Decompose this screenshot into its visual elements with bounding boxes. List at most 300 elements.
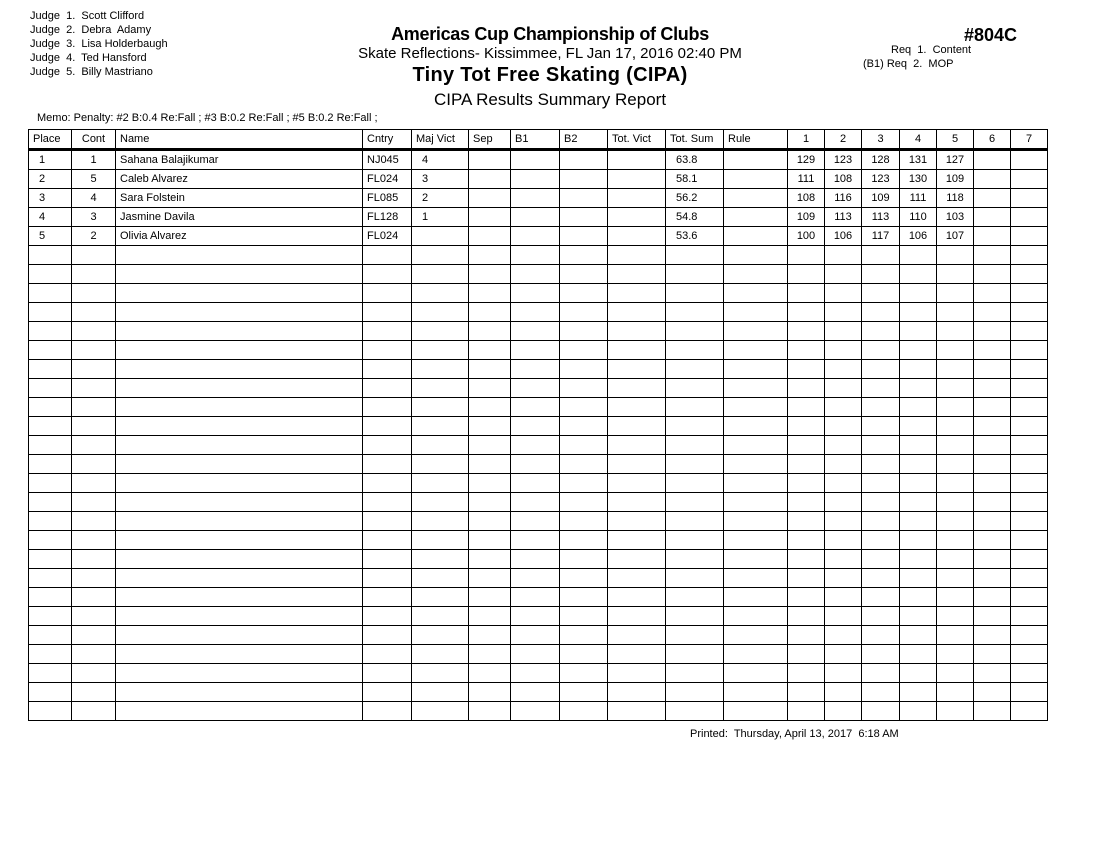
empty-cell	[560, 265, 608, 284]
empty-cell	[560, 569, 608, 588]
col-judge-1: 1	[788, 130, 825, 150]
empty-cell	[511, 512, 560, 531]
empty-cell	[724, 512, 788, 531]
empty-cell	[900, 455, 937, 474]
empty-cell	[116, 303, 363, 322]
empty-cell	[116, 417, 363, 436]
col-judge-7: 7	[1011, 130, 1048, 150]
empty-cell	[1011, 341, 1048, 360]
empty-row	[29, 493, 1048, 512]
empty-cell	[900, 246, 937, 265]
empty-cell	[469, 588, 511, 607]
empty-cell	[29, 607, 72, 626]
col-tot-vict: Tot. Vict	[608, 130, 666, 150]
empty-cell	[608, 360, 666, 379]
empty-row	[29, 417, 1048, 436]
empty-cell	[788, 569, 825, 588]
empty-cell	[72, 550, 116, 569]
judge-1: Judge 1. Scott Clifford	[30, 10, 145, 22]
empty-cell	[974, 569, 1011, 588]
empty-cell	[412, 664, 469, 683]
cell-maj-vict: 1	[412, 208, 469, 227]
empty-cell	[29, 417, 72, 436]
cell-j5: 103	[937, 208, 974, 227]
empty-cell	[608, 455, 666, 474]
cell-tot-sum: 63.8	[666, 150, 724, 170]
cell-j3: 117	[862, 227, 900, 246]
empty-cell	[724, 645, 788, 664]
empty-cell	[825, 455, 862, 474]
empty-cell	[724, 569, 788, 588]
empty-cell	[29, 664, 72, 683]
cell-j1: 108	[788, 189, 825, 208]
empty-cell	[724, 626, 788, 645]
empty-cell	[560, 417, 608, 436]
empty-cell	[469, 569, 511, 588]
empty-cell	[862, 246, 900, 265]
cell-j4: 111	[900, 189, 937, 208]
col-judge-3: 3	[862, 130, 900, 150]
cell-name: Caleb Alvarez	[116, 170, 363, 189]
empty-cell	[724, 379, 788, 398]
empty-cell	[900, 702, 937, 721]
cell-tot-vict	[608, 208, 666, 227]
cell-sep	[469, 170, 511, 189]
cell-j6	[974, 189, 1011, 208]
empty-cell	[937, 360, 974, 379]
cell-place: 3	[29, 189, 72, 208]
cell-cntry: FL128	[363, 208, 412, 227]
empty-cell	[862, 417, 900, 436]
empty-cell	[974, 322, 1011, 341]
col-judge-5: 5	[937, 130, 974, 150]
cell-cntry: FL024	[363, 170, 412, 189]
empty-cell	[974, 303, 1011, 322]
empty-cell	[1011, 702, 1048, 721]
empty-cell	[1011, 512, 1048, 531]
empty-cell	[974, 398, 1011, 417]
empty-cell	[608, 607, 666, 626]
empty-cell	[788, 417, 825, 436]
empty-cell	[666, 360, 724, 379]
empty-cell	[116, 607, 363, 626]
empty-cell	[788, 265, 825, 284]
empty-cell	[974, 550, 1011, 569]
empty-cell	[974, 341, 1011, 360]
cell-j6	[974, 170, 1011, 189]
cell-j2: 106	[825, 227, 862, 246]
empty-cell	[469, 265, 511, 284]
empty-cell	[825, 607, 862, 626]
empty-cell	[29, 474, 72, 493]
empty-cell	[560, 436, 608, 455]
empty-cell	[608, 645, 666, 664]
cell-j7	[1011, 170, 1048, 189]
empty-cell	[974, 284, 1011, 303]
empty-cell	[974, 683, 1011, 702]
empty-cell	[825, 303, 862, 322]
cell-place: 2	[29, 170, 72, 189]
cell-j2: 116	[825, 189, 862, 208]
empty-cell	[412, 531, 469, 550]
empty-cell	[29, 265, 72, 284]
cell-cont: 3	[72, 208, 116, 227]
cell-tot-vict	[608, 170, 666, 189]
empty-cell	[974, 246, 1011, 265]
empty-cell	[29, 550, 72, 569]
empty-cell	[862, 284, 900, 303]
empty-cell	[724, 493, 788, 512]
empty-cell	[900, 588, 937, 607]
empty-cell	[900, 303, 937, 322]
empty-cell	[363, 322, 412, 341]
empty-cell	[1011, 626, 1048, 645]
empty-cell	[469, 360, 511, 379]
empty-cell	[608, 265, 666, 284]
empty-cell	[511, 265, 560, 284]
empty-cell	[412, 683, 469, 702]
empty-cell	[788, 341, 825, 360]
empty-cell	[72, 664, 116, 683]
empty-cell	[363, 303, 412, 322]
empty-cell	[608, 493, 666, 512]
empty-cell	[363, 569, 412, 588]
empty-cell	[974, 626, 1011, 645]
empty-cell	[560, 360, 608, 379]
empty-row	[29, 303, 1048, 322]
empty-cell	[412, 569, 469, 588]
cell-rule	[724, 150, 788, 170]
empty-cell	[511, 303, 560, 322]
empty-cell	[363, 284, 412, 303]
empty-cell	[862, 455, 900, 474]
empty-cell	[825, 493, 862, 512]
empty-cell	[72, 341, 116, 360]
cell-j3: 113	[862, 208, 900, 227]
cell-b1	[511, 227, 560, 246]
empty-cell	[412, 360, 469, 379]
empty-cell	[937, 322, 974, 341]
empty-cell	[937, 626, 974, 645]
empty-cell	[1011, 531, 1048, 550]
empty-cell	[116, 379, 363, 398]
empty-cell	[1011, 588, 1048, 607]
empty-cell	[29, 493, 72, 512]
empty-cell	[363, 417, 412, 436]
empty-cell	[900, 322, 937, 341]
empty-cell	[900, 512, 937, 531]
empty-cell	[666, 550, 724, 569]
empty-cell	[560, 588, 608, 607]
empty-cell	[511, 379, 560, 398]
empty-cell	[900, 569, 937, 588]
col-b2: B2	[560, 130, 608, 150]
requirement-2: (B1) Req 2. MOP	[863, 58, 954, 70]
empty-cell	[724, 550, 788, 569]
empty-cell	[900, 607, 937, 626]
empty-cell	[862, 436, 900, 455]
empty-cell	[937, 493, 974, 512]
cell-tot-sum: 53.6	[666, 227, 724, 246]
empty-cell	[72, 512, 116, 531]
empty-cell	[788, 303, 825, 322]
empty-cell	[974, 531, 1011, 550]
empty-cell	[412, 588, 469, 607]
empty-cell	[363, 626, 412, 645]
empty-cell	[469, 683, 511, 702]
empty-cell	[937, 512, 974, 531]
empty-cell	[900, 474, 937, 493]
empty-cell	[608, 246, 666, 265]
empty-cell	[900, 341, 937, 360]
empty-cell	[724, 398, 788, 417]
empty-cell	[116, 664, 363, 683]
empty-cell	[116, 246, 363, 265]
empty-cell	[560, 322, 608, 341]
empty-cell	[788, 360, 825, 379]
empty-cell	[937, 683, 974, 702]
empty-cell	[937, 417, 974, 436]
empty-cell	[825, 417, 862, 436]
empty-cell	[608, 303, 666, 322]
empty-cell	[937, 265, 974, 284]
empty-cell	[937, 569, 974, 588]
empty-row	[29, 474, 1048, 493]
col-judge-6: 6	[974, 130, 1011, 150]
empty-cell	[862, 493, 900, 512]
empty-cell	[72, 569, 116, 588]
empty-cell	[862, 360, 900, 379]
empty-cell	[363, 683, 412, 702]
empty-cell	[560, 512, 608, 531]
cell-name: Jasmine Davila	[116, 208, 363, 227]
empty-cell	[412, 550, 469, 569]
empty-cell	[974, 702, 1011, 721]
empty-cell	[511, 360, 560, 379]
empty-cell	[412, 702, 469, 721]
col-tot-sum: Tot. Sum	[666, 130, 724, 150]
empty-cell	[825, 436, 862, 455]
cell-j1: 109	[788, 208, 825, 227]
empty-cell	[937, 607, 974, 626]
empty-row	[29, 360, 1048, 379]
empty-row	[29, 341, 1048, 360]
empty-cell	[724, 246, 788, 265]
empty-cell	[608, 512, 666, 531]
empty-cell	[862, 550, 900, 569]
empty-cell	[1011, 569, 1048, 588]
judge-2: Judge 2. Debra Adamy	[30, 24, 152, 36]
results-table	[28, 129, 1048, 721]
empty-cell	[116, 398, 363, 417]
cell-j1: 100	[788, 227, 825, 246]
cell-cont: 2	[72, 227, 116, 246]
empty-cell	[974, 645, 1011, 664]
empty-cell	[469, 664, 511, 683]
col-sep: Sep	[469, 130, 511, 150]
empty-row	[29, 284, 1048, 303]
empty-cell	[511, 284, 560, 303]
empty-cell	[666, 284, 724, 303]
empty-cell	[724, 664, 788, 683]
empty-cell	[724, 417, 788, 436]
empty-cell	[1011, 265, 1048, 284]
empty-cell	[560, 645, 608, 664]
empty-cell	[511, 664, 560, 683]
empty-cell	[724, 588, 788, 607]
cell-j4: 131	[900, 150, 937, 170]
empty-cell	[862, 588, 900, 607]
cell-b2	[560, 208, 608, 227]
empty-cell	[29, 645, 72, 664]
cell-sep	[469, 227, 511, 246]
empty-cell	[666, 702, 724, 721]
empty-cell	[825, 360, 862, 379]
empty-row	[29, 702, 1048, 721]
empty-row	[29, 645, 1048, 664]
table-body	[29, 150, 1048, 721]
cell-tot-vict	[608, 189, 666, 208]
empty-cell	[937, 588, 974, 607]
empty-cell	[788, 607, 825, 626]
col-maj-vict: Maj Vict	[412, 130, 469, 150]
cell-cntry: NJ045	[363, 150, 412, 170]
empty-cell	[29, 702, 72, 721]
empty-cell	[788, 379, 825, 398]
empty-cell	[862, 474, 900, 493]
empty-cell	[724, 531, 788, 550]
empty-cell	[937, 284, 974, 303]
empty-cell	[724, 607, 788, 626]
empty-row	[29, 455, 1048, 474]
cell-j6	[974, 227, 1011, 246]
empty-cell	[1011, 246, 1048, 265]
empty-cell	[29, 512, 72, 531]
empty-cell	[363, 398, 412, 417]
cell-j7	[1011, 150, 1048, 170]
empty-cell	[116, 702, 363, 721]
empty-cell	[1011, 417, 1048, 436]
cell-b2	[560, 189, 608, 208]
empty-cell	[1011, 455, 1048, 474]
empty-cell	[72, 284, 116, 303]
empty-cell	[666, 645, 724, 664]
cell-place: 1	[29, 150, 72, 170]
empty-cell	[72, 645, 116, 664]
empty-cell	[560, 664, 608, 683]
cell-j3: 109	[862, 189, 900, 208]
cell-j5: 107	[937, 227, 974, 246]
empty-cell	[511, 455, 560, 474]
col-cont: Cont	[72, 130, 116, 150]
empty-cell	[469, 493, 511, 512]
cell-cntry: FL085	[363, 189, 412, 208]
empty-cell	[560, 702, 608, 721]
empty-cell	[666, 607, 724, 626]
cell-j4: 110	[900, 208, 937, 227]
empty-cell	[825, 341, 862, 360]
empty-cell	[937, 436, 974, 455]
empty-cell	[72, 455, 116, 474]
venue-date: Skate Reflections- Kissimmee, FL Jan 17, 2016 02:40 PM	[358, 45, 742, 62]
empty-cell	[29, 626, 72, 645]
empty-cell	[29, 322, 72, 341]
empty-cell	[363, 455, 412, 474]
empty-cell	[974, 455, 1011, 474]
empty-cell	[788, 645, 825, 664]
judges-list	[30, 9, 168, 79]
empty-cell	[116, 360, 363, 379]
empty-cell	[788, 664, 825, 683]
empty-cell	[560, 284, 608, 303]
empty-cell	[469, 550, 511, 569]
empty-cell	[937, 455, 974, 474]
empty-cell	[560, 246, 608, 265]
empty-cell	[116, 455, 363, 474]
empty-cell	[974, 417, 1011, 436]
cell-j1: 129	[788, 150, 825, 170]
empty-cell	[116, 284, 363, 303]
empty-cell	[560, 626, 608, 645]
empty-cell	[900, 664, 937, 683]
empty-cell	[363, 512, 412, 531]
cell-j4: 106	[900, 227, 937, 246]
col-cntry: Cntry	[363, 130, 412, 150]
empty-cell	[862, 512, 900, 531]
empty-cell	[412, 645, 469, 664]
cell-j6	[974, 208, 1011, 227]
cell-maj-vict: 2	[412, 189, 469, 208]
col-name: Name	[116, 130, 363, 150]
judge-5: Judge 5. Billy Mastriano	[30, 66, 153, 78]
empty-cell	[862, 569, 900, 588]
cell-tot-sum: 56.2	[666, 189, 724, 208]
empty-cell	[72, 322, 116, 341]
empty-cell	[412, 493, 469, 512]
cell-j4: 130	[900, 170, 937, 189]
empty-cell	[469, 284, 511, 303]
empty-cell	[900, 493, 937, 512]
empty-cell	[608, 322, 666, 341]
empty-cell	[862, 645, 900, 664]
empty-row	[29, 683, 1048, 702]
empty-cell	[788, 284, 825, 303]
empty-cell	[1011, 398, 1048, 417]
empty-cell	[412, 436, 469, 455]
empty-cell	[937, 398, 974, 417]
empty-cell	[666, 303, 724, 322]
empty-cell	[788, 626, 825, 645]
empty-cell	[862, 398, 900, 417]
empty-cell	[608, 436, 666, 455]
empty-row	[29, 569, 1048, 588]
empty-cell	[666, 569, 724, 588]
cell-j2: 108	[825, 170, 862, 189]
empty-cell	[825, 664, 862, 683]
empty-cell	[937, 645, 974, 664]
empty-cell	[666, 683, 724, 702]
cell-j7	[1011, 189, 1048, 208]
empty-cell	[900, 683, 937, 702]
empty-cell	[724, 284, 788, 303]
empty-cell	[666, 531, 724, 550]
empty-cell	[116, 550, 363, 569]
empty-cell	[72, 246, 116, 265]
empty-row	[29, 436, 1048, 455]
empty-cell	[974, 360, 1011, 379]
empty-row	[29, 246, 1048, 265]
empty-cell	[825, 474, 862, 493]
